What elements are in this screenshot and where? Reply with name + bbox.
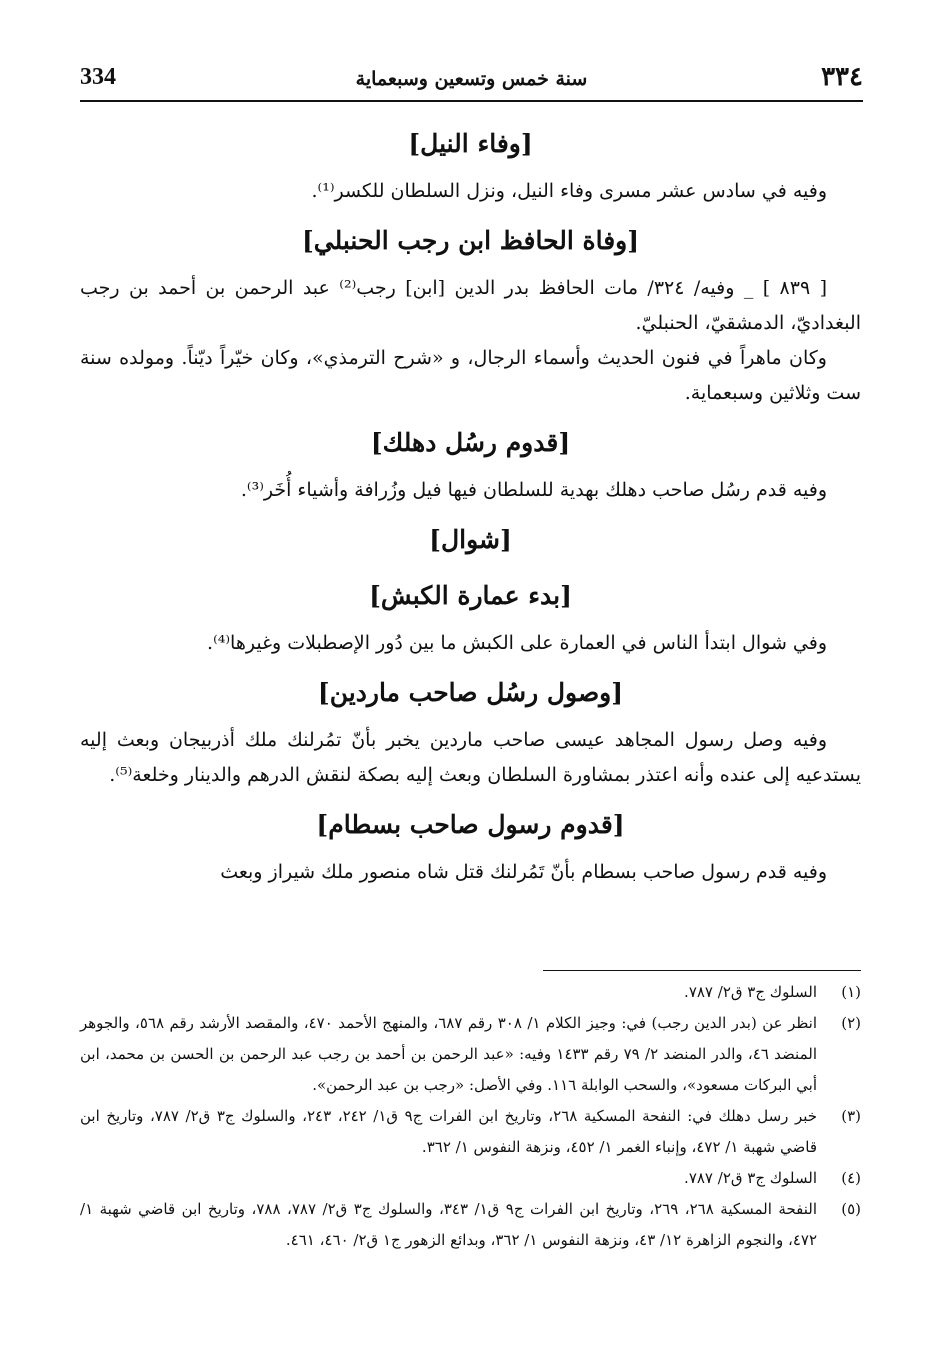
footnotes bbox=[80, 970, 861, 1256]
footnote-text: السلوك ج٣ ق٢/ ٧٨٧. bbox=[684, 1169, 817, 1187]
footnote-text: انظر عن (بدر الدين رجب) في: وجيز الكلام ١/ ٣٠٨ رقم ٦٨٧، والمنهج الأحمد ٤٧٠، والمقصد الأرشد رقم ٥٦٨، والجوهر المنضد ٤٦، والدر المنضد ٢/ ٧٩ رقم ١٤٣٣ وفيه: «عبد الرحمن بن أحمد بن رجب عبد الرحمن بن الحسن بن محمد، ابن أبي البركات مسعود»، والسحب الوابلة ١١٦. وفي الأصل: «رجب بن عبد الرحمن». bbox=[80, 1014, 817, 1094]
paragraph: وفي شوال ابتدأ الناس في العمارة على الكبش ما بين دُور الإصطبلات وغيرها⁽⁴⁾. bbox=[207, 632, 827, 654]
footnote bbox=[80, 1101, 861, 1163]
section-heading: [وفاة الحافظ ابن رجب الحنبلي] bbox=[301, 226, 640, 255]
paragraph: [ ٨٣٩ ] _ وفيه/ ٣٢٤/ مات الحافظ بدر الدين [ابن] رجب⁽²⁾ عبد الرحمن بن أحمد بن رجب البغداديّ، الدمشقيّ، الحنبليّ. bbox=[80, 277, 861, 334]
section-heading: [وفاء النيل] bbox=[408, 129, 533, 158]
paragraph: وفيه قدم رسُل صاحب دهلك بهدية للسلطان فيها فيل وزُرافة وأشياء أُخَر⁽³⁾. bbox=[240, 479, 827, 501]
footnote-text: السلوك ج٣ ق٢/ ٧٨٧. bbox=[684, 983, 817, 1001]
footnote-number: (٢) bbox=[841, 1014, 861, 1032]
footnote-text: خبر رسل دهلك في: النفحة المسكية ٢٦٨، وتاريخ ابن الفرات ج٩ ق١/ ٢٤٢، ٢٤٣، والسلوك ج٣ ق٢/ ٧٨٧، وتاريخ ابن قاضي شهبة ١/ ٤٧٢، وإنباء الغمر ١/ ٤٥٢، ونزهة النفوس ١/ ٣٦٢. bbox=[80, 1107, 818, 1156]
footnote-number: (٣) bbox=[841, 1107, 861, 1125]
paragraph: وفيه وصل رسول المجاهد عيسى صاحب ماردين يخبر بأنّ تمُرلنك ملك أذربيجان وبعث إليه يستدعيه إلى عنده وأنه اعتذر بمشاورة السلطان وبعث إليه بصكة لنقش الدرهم والدينار وخلعة⁽⁵⁾. bbox=[80, 729, 861, 786]
page-number-latin: 334 bbox=[80, 64, 116, 90]
section-heading: [قدوم رسول صاحب بسطام] bbox=[316, 810, 625, 839]
footnote-number: (١) bbox=[841, 983, 861, 1001]
footnote bbox=[80, 1008, 861, 1101]
footnote bbox=[80, 977, 861, 1008]
footnote-number: (٥) bbox=[841, 1200, 861, 1218]
footnote-separator bbox=[543, 970, 861, 971]
section-heading: [وصول رسُل صاحب ماردين] bbox=[317, 678, 624, 707]
paragraph: وكان ماهراً في فنون الحديث وأسماء الرجال، و «شرح الترمذي»، وكان خيّراً ديّناً. ومولده سنة ست وثلاثين وسبعماية. bbox=[80, 347, 861, 404]
running-title: سنة خمس وتسعين وسبعماية bbox=[355, 68, 588, 90]
section-heading: [قدوم رسُل دهلك] bbox=[370, 428, 571, 457]
footnote bbox=[80, 1163, 861, 1194]
paragraph: وفيه في سادس عشر مسرى وفاء النيل، ونزل السلطان للكسر⁽¹⁾. bbox=[311, 180, 827, 202]
footnote bbox=[80, 1194, 861, 1256]
page-number-arabic: ٣٣٤ bbox=[821, 62, 863, 92]
section-heading: [بدء عمارة الكبش] bbox=[369, 581, 572, 610]
main-text bbox=[80, 112, 861, 890]
section-heading: [شوال] bbox=[429, 525, 512, 554]
paragraph: وفيه قدم رسول صاحب بسطام بأنّ تَمُرلنك قتل شاه منصور ملك شيراز وبعث bbox=[220, 861, 827, 883]
running-header bbox=[80, 60, 863, 102]
footnote-number: (٤) bbox=[841, 1169, 861, 1187]
footnote-text: النفحة المسكية ٢٦٨، ٢٦٩، وتاريخ ابن الفرات ج٩ ق١/ ٣٤٣، والسلوك ج٣ ق٢/ ٧٨٧، ٧٨٨، وتاريخ ابن قاضي شهبة ١/ ٤٧٢، والنجوم الزاهرة ١٢/ ٤٣، ونزهة النفوس ١/ ٣٦٢، وبدائع الزهور ج١ ق٢/ ٤٦٠، ٤٦١. bbox=[80, 1200, 817, 1249]
